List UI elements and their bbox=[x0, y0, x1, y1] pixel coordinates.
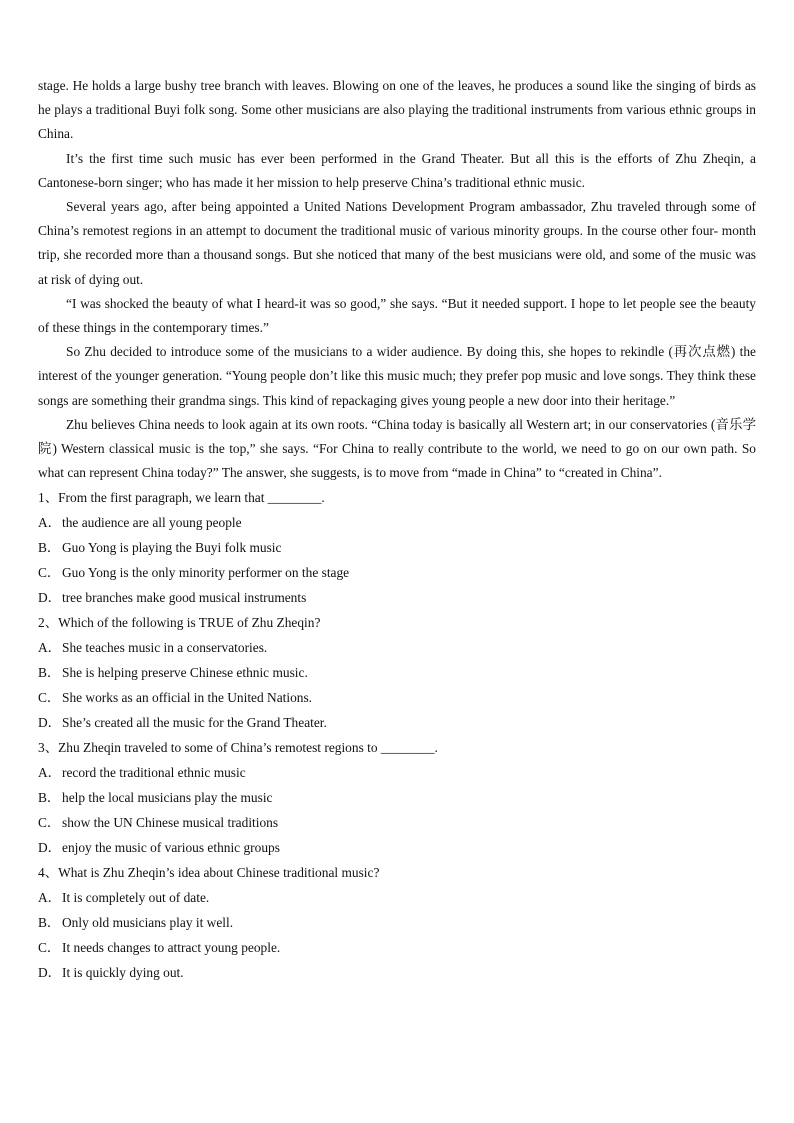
option-text: It is completely out of date. bbox=[62, 890, 210, 906]
option-text: Only old musicians play it well. bbox=[62, 915, 234, 931]
passage-paragraph: stage. He holds a large bushy tree branch with leaves. Blowing on one of the leaves, he produces a sound like the singing of birds as he plays a traditional Buyi folk song. Some other musicians are also playing the traditional instruments from various ethnic groups in China. bbox=[38, 78, 756, 142]
option-label: C． bbox=[38, 940, 61, 956]
question-2 bbox=[38, 610, 756, 735]
answer-option bbox=[38, 710, 756, 735]
answer-option bbox=[38, 835, 756, 860]
option-label: C． bbox=[38, 815, 61, 831]
option-text: It is quickly dying out. bbox=[62, 965, 184, 981]
option-text: Guo Yong is the only minority performer on the stage bbox=[62, 565, 350, 581]
option-text: record the traditional ethnic music bbox=[62, 765, 246, 781]
option-label: C． bbox=[38, 565, 61, 581]
option-label: A． bbox=[38, 765, 62, 781]
answer-option bbox=[38, 810, 756, 835]
question-text: What is Zhu Zheqin’s idea about Chinese traditional music? bbox=[58, 865, 380, 881]
option-label: A． bbox=[38, 515, 62, 531]
answer-option bbox=[38, 760, 756, 785]
option-label: B． bbox=[38, 540, 61, 556]
option-label: D． bbox=[38, 840, 62, 856]
option-label: A． bbox=[38, 640, 62, 656]
question-number: 4、 bbox=[38, 865, 59, 881]
answer-option bbox=[38, 685, 756, 710]
option-text: enjoy the music of various ethnic groups bbox=[62, 840, 280, 856]
option-label: D． bbox=[38, 965, 62, 981]
option-text: tree branches make good musical instruments bbox=[62, 590, 307, 606]
question-stem bbox=[38, 860, 756, 885]
passage-paragraph: It’s the first time such music has ever been performed in the Grand Theater. But all this is the efforts of Zhu Zheqin, a Cantonese-born singer; who has made it her mission to help preserve China’s traditional ethnic music. bbox=[38, 150, 756, 190]
option-text: She teaches music in a conservatories. bbox=[62, 640, 268, 656]
answer-option bbox=[38, 660, 756, 685]
question-4 bbox=[38, 860, 756, 985]
passage bbox=[38, 74, 756, 485]
option-text: help the local musicians play the music bbox=[62, 790, 273, 806]
answer-option bbox=[38, 910, 756, 935]
answer-option bbox=[38, 635, 756, 660]
passage-paragraph: “I was shocked the beauty of what I heard-it was so good,” she says. “But it needed support. I hope to let people see the beauty of these things in the contemporary times.” bbox=[38, 295, 756, 336]
answer-option bbox=[38, 510, 756, 535]
question-1 bbox=[38, 485, 756, 610]
passage-paragraph: Several years ago, after being appointed a United Nations Development Program ambassador, Zhu traveled through some of China’s remotest regions in an attempt to document the traditional music of various minority groups. In the course other four- month trip, she recorded more than a thousand songs. But she noticed that many of the best musicians were old, and some of the music was at risk of dying out. bbox=[38, 199, 756, 287]
answer-option bbox=[38, 585, 756, 610]
question-list bbox=[38, 485, 756, 985]
answer-option bbox=[38, 785, 756, 810]
option-label: D． bbox=[38, 590, 62, 606]
option-text: Guo Yong is playing the Buyi folk music bbox=[62, 540, 282, 556]
document-page bbox=[38, 74, 756, 985]
option-label: D． bbox=[38, 715, 62, 731]
question-3 bbox=[38, 735, 756, 860]
question-number: 2、 bbox=[38, 615, 59, 631]
option-text: She works as an official in the United Nations. bbox=[62, 690, 313, 706]
question-number: 1、 bbox=[38, 490, 59, 506]
answer-option bbox=[38, 535, 756, 560]
question-stem bbox=[38, 735, 756, 760]
option-text: It needs changes to attract young people. bbox=[62, 940, 281, 956]
question-stem bbox=[38, 485, 756, 510]
option-label: B． bbox=[38, 790, 61, 806]
option-text: the audience are all young people bbox=[62, 515, 242, 531]
question-number: 3、 bbox=[38, 740, 59, 756]
option-text: show the UN Chinese musical traditions bbox=[62, 815, 279, 831]
question-text: Which of the following is TRUE of Zhu Zheqin? bbox=[58, 615, 321, 631]
passage-paragraph: Zhu believes China needs to look again at its own roots. “China today is basically all Western art; in our conservatories (音乐学院) Western classical music is the top,” she says. “For China to really contribute to the world, we need to go on our own path. So what can represent China today?” The answer, she suggests, is to move from “made in China” to “created in China”. bbox=[38, 416, 756, 481]
answer-option bbox=[38, 885, 756, 910]
question-text: From the first paragraph, we learn that ________. bbox=[58, 490, 325, 506]
option-text: She’s created all the music for the Grand Theater. bbox=[62, 715, 327, 731]
question-text: Zhu Zheqin traveled to some of China’s remotest regions to ________. bbox=[58, 740, 438, 756]
option-label: B． bbox=[38, 915, 61, 931]
question-stem bbox=[38, 610, 756, 635]
answer-option bbox=[38, 935, 756, 960]
answer-option bbox=[38, 960, 756, 985]
option-label: B． bbox=[38, 665, 61, 681]
option-label: A． bbox=[38, 890, 62, 906]
option-label: C． bbox=[38, 690, 61, 706]
passage-paragraph: So Zhu decided to introduce some of the musicians to a wider audience. By doing this, she hopes to rekindle (再次点燃) the interest of the younger generation. “Young people don’t like this music much; they prefer pop music and love songs. They think these songs are something their grandma sings. This kind of repackaging gives young people a new door into their heritage.” bbox=[38, 344, 756, 408]
option-text: She is helping preserve Chinese ethnic music. bbox=[62, 665, 308, 681]
answer-option bbox=[38, 560, 756, 585]
